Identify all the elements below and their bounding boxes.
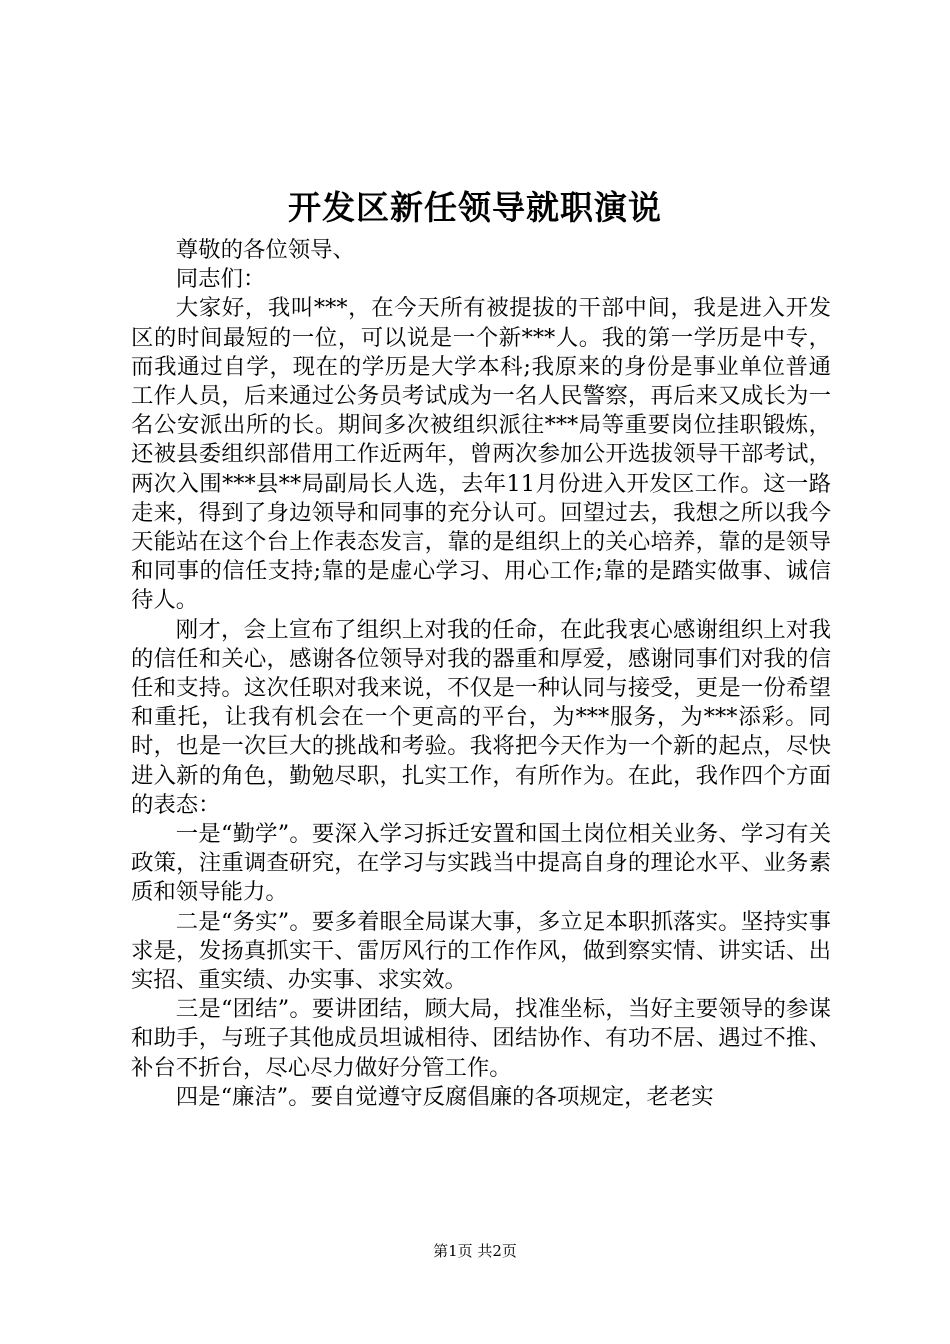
paragraph-pledge-integrity: 四是“廉洁”。要自觉遵守反腐倡廉的各项规定，老老实 — [175, 1083, 714, 1110]
paragraph-pledge-unity: 三是“团结”。要讲团结，顾大局，找准坐标，当好主要领导的参谋和助手，与班子其他成员坦诚相待、团结协作、有功不居、遇过不推、补台不折台，尽心尽力做好分管工作。 — [131, 996, 831, 1081]
paragraph-pledge-study: 一是“勤学”。要深入学习拆迁安置和国土岗位相关业务、学习有关政策，注重调查研究，在学习与实践当中提高自身的理论水平、业务素质和领导能力。 — [131, 821, 831, 906]
salutation-line-2: 同志们： — [175, 266, 266, 293]
page-number-footer: 第1页 共2页 — [433, 1242, 517, 1260]
document-body — [131, 236, 831, 1112]
document-title: 开发区新任领导就职演说 — [288, 188, 662, 227]
salutation-line-1: 尊敬的各位领导、 — [175, 237, 355, 263]
paragraph-introduction: 大家好，我叫***，在今天所有被提拔的干部中间，我是进入开发区的时间最短的一位，可以说是一个新***人。我的第一学历是中专，而我通过自学，现在的学历是大学本科;我原来的身份是事业单位普通工作人员，后来通过公务员考试成为一名人民警察，再后来又成长为一名公安派出所的长。期间多次被组织派往***局等重要岗位挂职锻炼，还被县委组织部借用工作近两年，曾两次参加公开选拔领导干部考试，两次入围***县**局副局长人选，去年11月份进入开发区工作。这一路走来，得到了身边领导和同事的充分认可。回望过去，我想之所以我今天能站在这个台上作表态发言，靠的是组织上的关心培养，靠的是领导和同事的信任支持;靠的是虚心学习、用心工作;靠的是踏实做事、诚信待人。 — [131, 295, 831, 614]
paragraph-pledge-practical: 二是“务实”。要多着眼全局谋大事，多立足本职抓落实。坚持实事求是，发扬真抓实干、雷厉风行的工作作风，做到察实情、讲实话、出实招、重实绩、办实事、求实效。 — [131, 908, 831, 994]
paragraph-appointment: 刚才，会上宣布了组织上对我的任命，在此我衷心感谢组织上对我的信任和关心，感谢各位领导对我的器重和厚爱，感谢同事们对我的信任和支持。这次任职对我来说，不仅是一种认同与接受，更是一份希望和重托，让我有机会在一个更高的平台，为***服务，为***添彩。同时，也是一次巨大的挑战和考验。我将把今天作为一个新的起点，尽快进入新的角色，勤勉尽职，扎实工作，有所作为。在此，我作四个方面的表态： — [131, 616, 831, 818]
